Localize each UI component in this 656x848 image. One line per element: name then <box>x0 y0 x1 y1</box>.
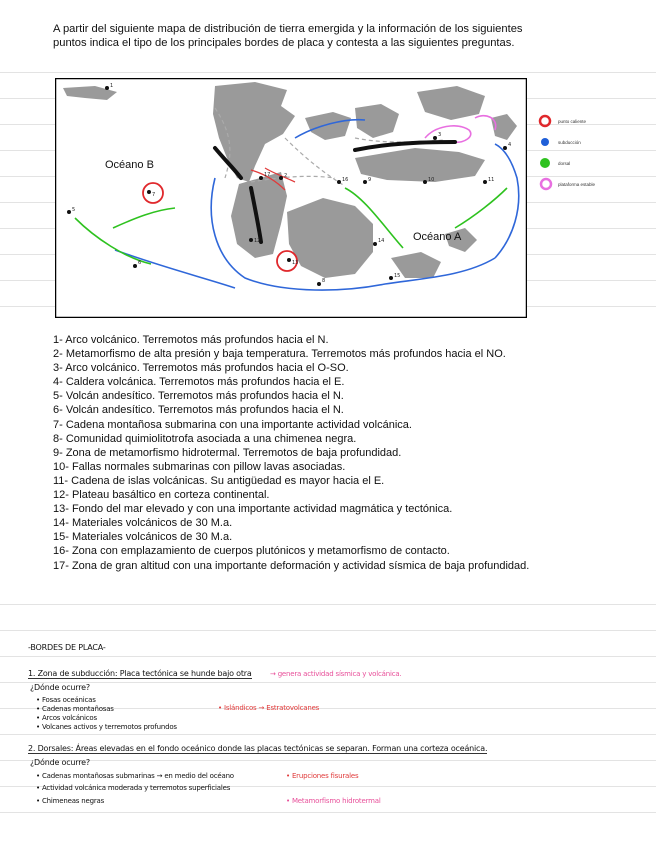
description-item: 12- Plateau basáltico en corteza continental. <box>53 489 270 502</box>
ruled-line <box>0 656 656 657</box>
point-label: 16 <box>342 177 349 183</box>
point-marker <box>259 176 263 180</box>
subduction-swatch-icon <box>538 135 552 149</box>
point-label: 12 <box>254 238 261 244</box>
point-label: 13 <box>292 260 299 266</box>
legend-label: punto caliente <box>558 119 587 124</box>
point-label: 2 <box>284 173 288 179</box>
section-2-aside: • Metamorfismo hidrotermal <box>286 797 381 805</box>
description-item: 2- Metamorfismo de alta presión y baja temperatura. Terremotos más profundos hacia el NO. <box>53 348 506 361</box>
point-marker <box>423 180 427 184</box>
point-marker <box>317 282 321 286</box>
point-marker <box>433 136 437 140</box>
description-item: 1- Arco volcánico. Terremotos más profundos hacia el N. <box>53 334 329 346</box>
ocean-a-label: Océano A <box>413 231 462 243</box>
ruled-line <box>0 630 656 631</box>
description-item: 3- Arco volcánico. Terremotos más profundos hacia el O-SO. <box>53 362 349 375</box>
description-item: 11- Cadena de islas volcánicas. Su antigüedad es mayor hacia el E. <box>53 474 385 487</box>
section-1-bullet: • Arcos volcánicos <box>36 714 97 722</box>
description-item: 5- Volcán andesítico. Terremotos más profundos hacia el N. <box>53 390 344 403</box>
section-1-title: 1. Zona de subducción: Placa tectónica se hunde bajo otra <box>28 669 252 678</box>
point-marker <box>133 264 137 268</box>
dorsal-swatch-icon <box>538 156 552 170</box>
description-item: 16- Zona con emplazamiento de cuerpos plutónicos y metamorfismo de contacto. <box>53 545 450 558</box>
point-label: 17 <box>264 172 271 178</box>
legend-label: dorsal <box>558 161 571 166</box>
description-item: 14- Materiales volcánicos de 30 M.a. <box>53 517 233 530</box>
point-marker <box>373 242 377 246</box>
section-1-title-note: → genera actividad sísmica y volcánica. <box>270 670 402 678</box>
section-1-bullet: • Cadenas montañosas <box>36 705 114 713</box>
map-legend <box>538 114 648 198</box>
description-item: 4- Caldera volcánica. Terremotos más profundos hacia el E. <box>53 376 345 389</box>
section-2-bullet: • Chimeneas negras <box>36 797 105 805</box>
ruled-line <box>0 604 656 605</box>
point-label: 9 <box>368 177 372 183</box>
point-label: 14 <box>378 238 385 244</box>
description-item: 13- Fondo del mar elevado y con una importante actividad magmática y tectónica. <box>53 503 453 516</box>
point-label: 10 <box>428 177 435 183</box>
ruled-line <box>0 760 656 761</box>
plate-map-svg <box>55 78 527 318</box>
ruled-line <box>0 812 656 813</box>
section-2-aside: • Erupciones fisurales <box>286 772 359 780</box>
legend-dorsal <box>538 156 648 177</box>
point-marker <box>503 146 507 150</box>
point-marker <box>147 190 151 194</box>
section-2-bullet: • Actividad volcánica moderada y terremotos superficiales <box>36 784 231 792</box>
point-marker <box>105 86 109 90</box>
point-label: 11 <box>488 177 495 183</box>
platform-swatch-icon <box>538 177 554 191</box>
section-2-title: 2. Dorsales: Áreas elevadas en el fondo oceánico donde las placas tectónicas se separan. Forman una corteza oceánica. <box>28 744 488 753</box>
description-item: 17- Zona de gran altitud con una importante deformación y actividad sísmica de baja profundidad. <box>53 559 530 572</box>
point-marker <box>483 180 487 184</box>
point-marker <box>389 276 393 280</box>
section-1-bullet: • Volcanes activos y terremotos profundos <box>36 723 177 731</box>
description-item: 10- Fallas normales submarinas con pillow lavas asociadas. <box>53 460 346 473</box>
description-item: 7- Cadena montañosa submarina con una importante actividad volcánica. <box>53 418 412 431</box>
section-1-aside: • Islándicos → Estratovolcanes <box>218 704 320 712</box>
description-item: 9- Zona de metamorfismo hidrotermal. Terremotos de baja profundidad. <box>53 446 402 459</box>
section-2-question: ¿Dónde ocurre? <box>30 758 90 767</box>
plate-map <box>55 78 527 318</box>
point-label: 7 <box>152 192 156 198</box>
legend-label: subducción <box>558 140 581 145</box>
description-item: 8- Comunidad quimiolitotrofa asociada a una chimenea negra. <box>53 432 357 445</box>
ruled-line <box>0 72 656 73</box>
point-marker <box>287 258 291 262</box>
point-label: 15 <box>394 273 401 279</box>
legend-label: plataforma estable <box>558 182 596 187</box>
notes-heading: -BORDES DE PLACA- <box>28 643 106 652</box>
ocean-b-label: Océano B <box>105 159 154 171</box>
legend-hotspot <box>538 114 648 135</box>
point-label: 8 <box>322 278 326 284</box>
point-marker <box>279 176 283 180</box>
ruled-line <box>0 734 656 735</box>
point-label: 5 <box>72 207 76 213</box>
hotspot-swatch-icon <box>538 114 552 128</box>
point-descriptions <box>53 333 533 573</box>
point-marker <box>67 210 71 214</box>
point-marker <box>249 238 253 242</box>
point-label: 1 <box>110 83 114 89</box>
point-marker <box>337 180 341 184</box>
section-2-bullet: • Cadenas montañosas submarinas → en medio del océano <box>36 772 234 780</box>
legend-platform <box>538 177 648 198</box>
legend-subduction <box>538 135 648 156</box>
description-item: 15- Materiales volcánicos de 30 M.a. <box>53 531 233 544</box>
point-marker <box>363 180 367 184</box>
description-item: 6- Volcán andesítico. Terremotos más profundos hacia el N. <box>53 404 344 417</box>
section-1-bullet: • Fosas oceánicas <box>36 696 96 704</box>
point-label: 4 <box>508 142 512 148</box>
ruled-line <box>0 682 656 683</box>
section-1-question: ¿Dónde ocurre? <box>30 683 90 692</box>
intro-text: A partir del siguiente mapa de distribución de tierra emergida y la información de los siguientes puntos indica el tipo de los principales bordes de placa y contesta a las siguientes preguntas. <box>53 23 523 49</box>
point-label: 3 <box>438 132 442 138</box>
point-label: 6 <box>138 260 142 266</box>
